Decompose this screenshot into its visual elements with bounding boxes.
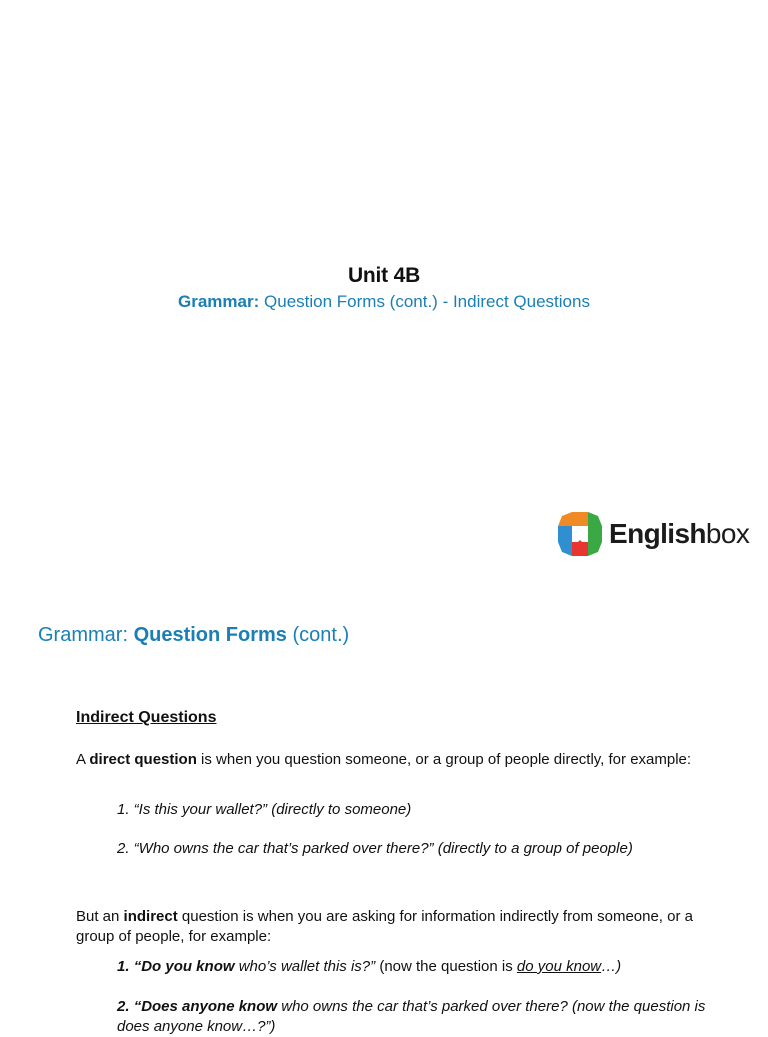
indirect-example-2-num: 2. [117, 998, 130, 1015]
direct-intro-bold: direct question [89, 751, 197, 768]
englishbox-logo-icon [558, 512, 602, 556]
direct-intro-post: is when you question someone, or a group of people directly, for example: [201, 751, 692, 768]
subtitle-label: Grammar: [178, 292, 260, 311]
logo-square-green [588, 526, 602, 542]
indirect-example-1 [117, 957, 717, 977]
indirect-example-1-rest: who’s wallet this is?” [238, 958, 376, 975]
unit-title: Unit 4B [347, 264, 421, 287]
indirect-intro-pre: But an [76, 908, 120, 925]
direct-example-2: 2. “Who owns the car that’s parked over there?” (directly to a group of people) [117, 840, 633, 857]
indirect-example-1-note-pre: (now the question is [379, 958, 513, 975]
section-bold: Question Forms [133, 624, 287, 646]
indirect-example-2-rest: who owns the car that’s parked over there? [281, 998, 568, 1015]
indirect-example-1-note-post: …) [601, 958, 622, 975]
logo-corner-br [588, 542, 602, 556]
direct-question-paragraph [76, 750, 716, 770]
direct-example-1: 1. “Is this your wallet?” (directly to someone) [117, 801, 412, 818]
section-label: Grammar: [38, 624, 128, 646]
indirect-example-1-bold: “Do you know [133, 958, 235, 975]
logo-wordmark [609, 518, 749, 550]
section-heading [38, 624, 349, 647]
subtitle-text: Question Forms (cont.) - Indirect Questions [264, 292, 590, 311]
logo-corner-tr [588, 512, 602, 526]
indirect-example-1-num: 1. [117, 958, 130, 975]
indirect-intro-bold: indirect [123, 908, 178, 925]
section-suffix: (cont.) [292, 624, 350, 646]
indirect-example-2-bold: “Does anyone know [133, 998, 278, 1015]
indirect-question-paragraph [76, 907, 716, 947]
indirect-questions-heading: Indirect Questions [76, 709, 217, 726]
logo-word-light: box [705, 518, 750, 549]
logo-square-blue [558, 526, 572, 542]
logo-corner-bl [558, 542, 572, 556]
unit-subtitle [0, 292, 768, 312]
indirect-example-2-note: (now the question is does anyone know…?”) [117, 998, 706, 1035]
indirect-example-1-note-underline: do you know [516, 958, 602, 975]
logo-corner-tl [558, 512, 572, 526]
logo-word-bold: English [609, 518, 706, 549]
indirect-example-2 [117, 997, 717, 1037]
englishbox-logo [558, 512, 749, 556]
logo-square-orange [572, 512, 588, 526]
indirect-intro-post: question is when you are asking for information indirectly from someone, or a group of people, for example: [76, 908, 693, 945]
direct-intro-pre: A [76, 751, 86, 768]
